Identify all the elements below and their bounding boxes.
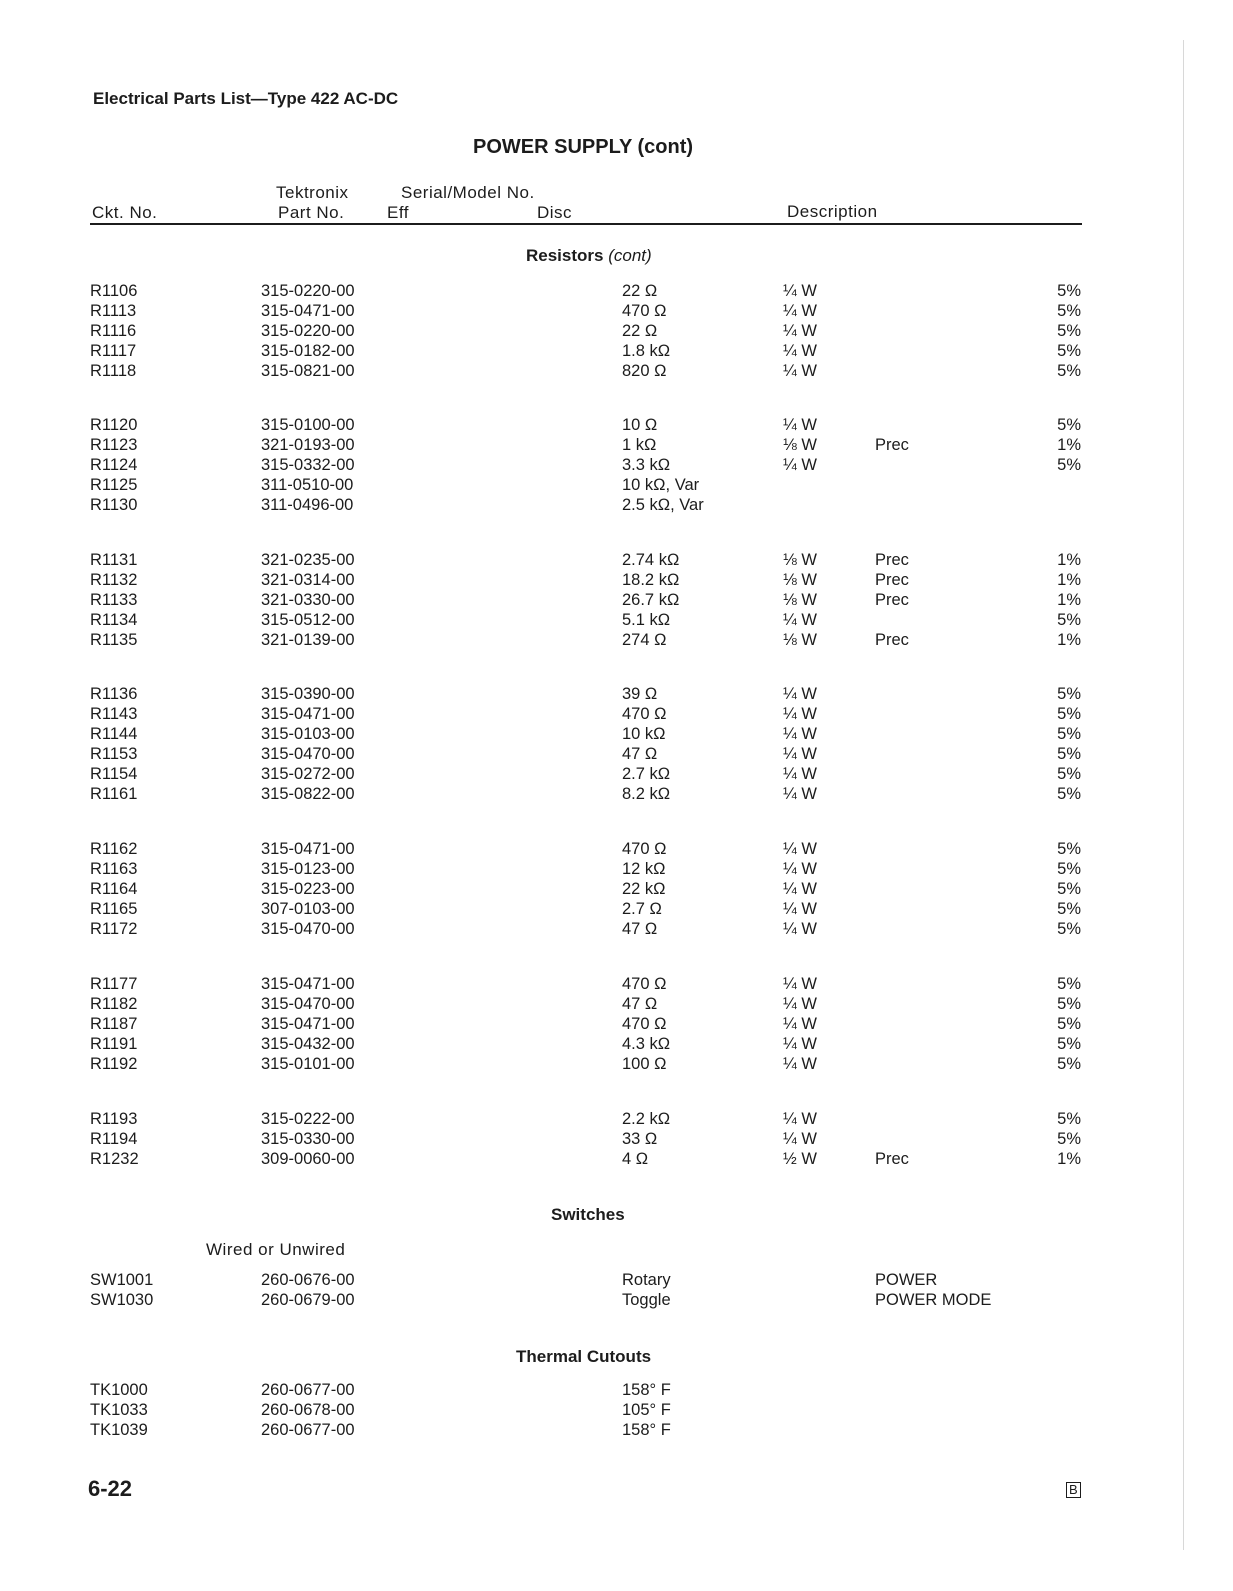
part-number: 315-0471-00: [261, 301, 355, 320]
note: Prec: [875, 435, 909, 454]
value: 47 Ω: [622, 919, 658, 938]
part-number: 315-0470-00: [261, 919, 355, 938]
ckt-number: R1187: [90, 1014, 138, 1033]
tolerance: 5%: [1057, 361, 1081, 380]
value: 470 Ω: [622, 1014, 667, 1033]
value: 47 Ω: [622, 744, 658, 763]
resistor-row: [0, 322, 1233, 342]
resistor-row: [0, 1035, 1233, 1055]
tolerance: 1%: [1057, 630, 1081, 649]
part-number: 315-0332-00: [261, 455, 355, 474]
value: 274 Ω: [622, 630, 667, 649]
resistor-row: [0, 416, 1233, 436]
value: 158° F: [622, 1420, 671, 1439]
part-number: 311-0510-00: [261, 475, 354, 494]
part-number: 315-0470-00: [261, 994, 355, 1013]
ckt-number: R1123: [90, 435, 138, 454]
ckt-number: R1143: [90, 704, 138, 723]
resistor-row: [0, 1055, 1233, 1075]
note: Prec: [875, 590, 909, 609]
part-number: 260-0676-00: [261, 1271, 355, 1289]
tolerance: 5%: [1057, 282, 1081, 300]
wattage: ¼ W: [783, 764, 817, 783]
value: 10 kΩ: [622, 724, 666, 743]
wattage: ¼ W: [783, 361, 817, 380]
ckt-number: R1194: [90, 1129, 138, 1148]
value: Toggle: [622, 1290, 671, 1309]
ckt-number: R1165: [90, 899, 138, 918]
part-number: 315-0471-00: [261, 1014, 355, 1033]
tolerance: 5%: [1057, 1034, 1081, 1053]
part-number: 321-0193-00: [261, 435, 355, 454]
col-part-line2: Part No.: [278, 203, 345, 222]
part-number: 260-0677-00: [261, 1420, 355, 1439]
part-number: 315-0330-00: [261, 1129, 355, 1148]
wattage: ¼ W: [783, 704, 817, 723]
ckt-number: R1164: [90, 879, 138, 898]
resistor-row: [0, 362, 1233, 382]
resistor-row: [0, 975, 1233, 995]
value: 22 kΩ: [622, 879, 666, 898]
tolerance: 5%: [1057, 899, 1081, 918]
running-title: Electrical Parts List—Type 422 AC-DC: [93, 89, 399, 108]
ckt-number: R1116: [90, 321, 137, 340]
switches-heading: Switches: [551, 1205, 625, 1224]
value: 47 Ω: [622, 994, 658, 1013]
wattage: ¼ W: [783, 724, 817, 743]
tolerance: 5%: [1057, 685, 1081, 703]
resistor-row: [0, 302, 1233, 322]
part-number: 315-0182-00: [261, 341, 355, 360]
value: 10 Ω: [622, 416, 658, 434]
value: 18.2 kΩ: [622, 570, 680, 589]
tolerance: 1%: [1057, 570, 1081, 589]
part-number: 315-0100-00: [261, 416, 355, 434]
resistor-row: [0, 282, 1233, 302]
ckt-number: R1154: [90, 764, 138, 783]
revision-mark: B: [1066, 1482, 1081, 1498]
resistor-row: [0, 496, 1233, 516]
resistors-title-suffix: (cont): [608, 246, 652, 265]
value: 2.7 kΩ: [622, 764, 671, 783]
wattage: ¼ W: [783, 744, 817, 763]
resistor-row: [0, 342, 1233, 362]
value: 22 Ω: [622, 282, 658, 300]
ckt-number: R1106: [90, 282, 138, 300]
resistor-row: [0, 785, 1233, 805]
part-number: 315-0123-00: [261, 859, 355, 878]
value: 33 Ω: [622, 1129, 658, 1148]
tolerance: 1%: [1057, 1149, 1081, 1168]
value: Rotary: [622, 1271, 671, 1289]
part-number: 315-0101-00: [261, 1054, 355, 1073]
value: 10 kΩ, Var: [622, 475, 700, 494]
resistor-row: [0, 860, 1233, 880]
resistor-row: [0, 765, 1233, 785]
wattage: ⅛ W: [783, 590, 817, 609]
value: 8.2 kΩ: [622, 784, 671, 803]
ckt-number: R1172: [90, 919, 138, 938]
ckt-number: TK1033: [90, 1400, 148, 1419]
part-number: 260-0679-00: [261, 1290, 355, 1309]
ckt-number: R1177: [90, 975, 138, 993]
part-number: 315-0471-00: [261, 975, 355, 993]
tolerance: 5%: [1057, 416, 1081, 434]
value: 1 kΩ: [622, 435, 657, 454]
wattage: ¼ W: [783, 1014, 817, 1033]
part-number: 311-0496-00: [261, 495, 354, 514]
wattage: ¼ W: [783, 994, 817, 1013]
wattage: ¼ W: [783, 610, 817, 629]
resistor-row: [0, 591, 1233, 611]
ckt-number: R1113: [90, 301, 137, 320]
wattage: ¼ W: [783, 1034, 817, 1053]
part-number: 315-0272-00: [261, 764, 355, 783]
resistor-row: [0, 705, 1233, 725]
part-number: 315-0471-00: [261, 704, 355, 723]
wattage: ¼ W: [783, 919, 817, 938]
tolerance: 5%: [1057, 1129, 1081, 1148]
wattage: ⅛ W: [783, 630, 817, 649]
ckt-number: R1132: [90, 570, 138, 589]
resistor-row: [0, 456, 1233, 476]
wattage: ¼ W: [783, 1110, 817, 1128]
resistor-row: [0, 571, 1233, 591]
ckt-number: R1134: [90, 610, 138, 629]
wattage: ¼ W: [783, 840, 817, 858]
value: 470 Ω: [622, 704, 667, 723]
col-description: Description: [787, 202, 878, 221]
resistor-row: [0, 551, 1233, 571]
value: 2.7 Ω: [622, 899, 662, 918]
part-number: 315-0390-00: [261, 685, 355, 703]
wattage: ¼ W: [783, 879, 817, 898]
col-eff: Eff: [387, 203, 409, 222]
ckt-number: R1124: [90, 455, 138, 474]
ckt-number: TK1000: [90, 1381, 148, 1399]
resistor-row: [0, 1150, 1233, 1170]
ckt-number: R1192: [90, 1054, 138, 1073]
ckt-number: R1144: [90, 724, 138, 743]
ckt-number: TK1039: [90, 1420, 148, 1439]
resistor-row: [0, 880, 1233, 900]
resistor-row: [0, 745, 1233, 765]
part-number: 315-0432-00: [261, 1034, 355, 1053]
resistor-row: [0, 840, 1233, 860]
wattage: ¼ W: [783, 341, 817, 360]
ckt-number: SW1001: [90, 1271, 154, 1289]
resistor-row: [0, 920, 1233, 940]
note: Prec: [875, 570, 909, 589]
wattage: ¼ W: [783, 321, 817, 340]
ckt-number: R1133: [90, 590, 138, 609]
part-number: 321-0314-00: [261, 570, 355, 589]
part-number: 315-0512-00: [261, 610, 355, 629]
tolerance: 5%: [1057, 301, 1081, 320]
tolerance: 5%: [1057, 879, 1081, 898]
part-number: 315-0103-00: [261, 724, 355, 743]
value: 105° F: [622, 1400, 671, 1419]
col-serial-line1: Serial/Model No.: [401, 183, 535, 202]
ckt-number: R1232: [90, 1149, 139, 1168]
resistor-row: [0, 685, 1233, 705]
col-disc: Disc: [537, 203, 573, 222]
value: 5.1 kΩ: [622, 610, 671, 629]
wattage: ¼ W: [783, 416, 817, 434]
ckt-number: R1136: [90, 685, 138, 703]
part-number: 307-0103-00: [261, 899, 355, 918]
wattage: ⅛ W: [783, 551, 817, 569]
col-part-line1: Tektronix: [276, 183, 349, 202]
tolerance: 5%: [1057, 341, 1081, 360]
part-number: 315-0821-00: [261, 361, 355, 380]
note: Prec: [875, 1149, 909, 1168]
value: 1.8 kΩ: [622, 341, 671, 360]
section-title: POWER SUPPLY (cont): [473, 136, 694, 158]
part-number: 309-0060-00: [261, 1149, 355, 1168]
tolerance: 5%: [1057, 919, 1081, 938]
switch-row: [0, 1291, 1233, 1311]
resistors-title: Resistors: [526, 246, 604, 265]
thermal-row: [0, 1381, 1233, 1401]
part-number: 321-0139-00: [261, 630, 355, 649]
ckt-number: R1125: [90, 475, 138, 494]
wattage: ¼ W: [783, 455, 817, 474]
ckt-number: R1120: [90, 416, 138, 434]
tolerance: 1%: [1057, 551, 1081, 569]
ckt-number: R1153: [90, 744, 138, 763]
wattage: ¼ W: [783, 784, 817, 803]
resistor-row: [0, 1130, 1233, 1150]
note: Prec: [875, 551, 909, 569]
tolerance: 5%: [1057, 975, 1081, 993]
wattage: ¼ W: [783, 1129, 817, 1148]
tolerance: 5%: [1057, 1014, 1081, 1033]
tolerance: 5%: [1057, 784, 1081, 803]
part-number: 321-0330-00: [261, 590, 355, 609]
tolerance: 5%: [1057, 840, 1081, 858]
switch-row: [0, 1271, 1233, 1291]
wattage: ⅛ W: [783, 570, 817, 589]
value: 470 Ω: [622, 301, 667, 320]
note: Prec: [875, 630, 909, 649]
col-ckt: Ckt. No.: [92, 203, 158, 222]
value: 2.5 kΩ, Var: [622, 495, 704, 514]
value: 100 Ω: [622, 1054, 667, 1073]
part-number: 315-0222-00: [261, 1110, 355, 1128]
resistor-row: [0, 995, 1233, 1015]
value: 820 Ω: [622, 361, 667, 380]
tolerance: 5%: [1057, 321, 1081, 340]
resistor-row: [0, 1015, 1233, 1035]
part-number: 315-0223-00: [261, 879, 355, 898]
page-number: 6-22: [88, 1476, 133, 1501]
value: 2.74 kΩ: [622, 551, 680, 569]
wattage: ¼ W: [783, 301, 817, 320]
ckt-number: R1191: [90, 1034, 138, 1053]
note: POWER: [875, 1271, 938, 1289]
value: 2.2 kΩ: [622, 1110, 671, 1128]
header-rule: [90, 223, 1082, 225]
ckt-number: R1117: [90, 341, 137, 360]
tolerance: 5%: [1057, 859, 1081, 878]
thermal-row: [0, 1401, 1233, 1421]
tolerance: 5%: [1057, 704, 1081, 723]
ckt-number: R1193: [90, 1110, 138, 1128]
part-number: 315-0220-00: [261, 282, 355, 300]
value: 26.7 kΩ: [622, 590, 680, 609]
note: POWER MODE: [875, 1290, 992, 1309]
value: 4 Ω: [622, 1149, 649, 1168]
value: 158° F: [622, 1381, 671, 1399]
value: 4.3 kΩ: [622, 1034, 671, 1053]
ckt-number: R1135: [90, 630, 138, 649]
part-number: 260-0677-00: [261, 1381, 355, 1399]
tolerance: 5%: [1057, 1110, 1081, 1128]
wattage: ¼ W: [783, 685, 817, 703]
ckt-number: R1118: [90, 361, 137, 380]
part-number: 315-0822-00: [261, 784, 355, 803]
tolerance: 5%: [1057, 1054, 1081, 1073]
ckt-number: R1130: [90, 495, 138, 514]
tolerance: 5%: [1057, 764, 1081, 783]
wattage: ⅛ W: [783, 435, 817, 454]
part-number: 260-0678-00: [261, 1400, 355, 1419]
value: 470 Ω: [622, 975, 667, 993]
ckt-number: R1161: [90, 784, 138, 803]
tolerance: 5%: [1057, 610, 1081, 629]
resistors-heading: [526, 246, 652, 266]
resistor-row: [0, 436, 1233, 456]
tolerance: 5%: [1057, 744, 1081, 763]
ckt-number: SW1030: [90, 1290, 154, 1309]
resistor-row: [0, 611, 1233, 631]
scan-edge-line: [1183, 40, 1184, 1550]
value: 22 Ω: [622, 321, 658, 340]
resistor-row: [0, 900, 1233, 920]
wattage: ¼ W: [783, 975, 817, 993]
resistor-row: [0, 725, 1233, 745]
wattage: ½ W: [783, 1149, 817, 1168]
tolerance: 1%: [1057, 590, 1081, 609]
ckt-number: R1182: [90, 994, 138, 1013]
part-number: 315-0470-00: [261, 744, 355, 763]
value: 3.3 kΩ: [622, 455, 671, 474]
thermal-heading: Thermal Cutouts: [516, 1347, 652, 1366]
part-number: 315-0220-00: [261, 321, 355, 340]
resistor-row: [0, 631, 1233, 651]
part-number: 321-0235-00: [261, 551, 355, 569]
wattage: ¼ W: [783, 859, 817, 878]
tolerance: 5%: [1057, 724, 1081, 743]
resistor-row: [0, 476, 1233, 496]
value: 39 Ω: [622, 685, 658, 703]
tolerance: 1%: [1057, 435, 1081, 454]
wattage: ¼ W: [783, 1054, 817, 1073]
wattage: ¼ W: [783, 899, 817, 918]
thermal-row: [0, 1421, 1233, 1441]
ckt-number: R1163: [90, 859, 138, 878]
wattage: ¼ W: [783, 282, 817, 300]
ckt-number: R1131: [90, 551, 138, 569]
resistor-row: [0, 1110, 1233, 1130]
value: 470 Ω: [622, 840, 667, 858]
switches-subhead: Wired or Unwired: [206, 1240, 346, 1259]
tolerance: 5%: [1057, 455, 1081, 474]
value: 12 kΩ: [622, 859, 666, 878]
part-number: 315-0471-00: [261, 840, 355, 858]
ckt-number: R1162: [90, 840, 138, 858]
tolerance: 5%: [1057, 994, 1081, 1013]
